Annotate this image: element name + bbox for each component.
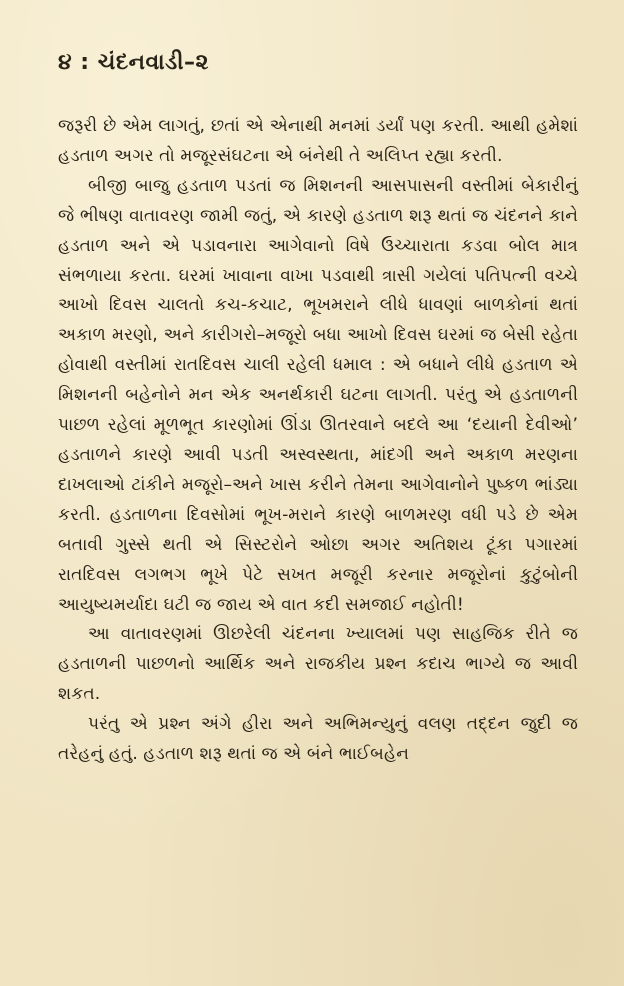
paragraph-4: પરંતુ એ પ્રશ્ન અંગે હીરા અને અભિમન્યુનું વલણ તદ્દન જુદી જ તરેહનું હતું. હડતાળ શરૂ થતાં જ એ બંને ભાઈબહેન xyxy=(58,714,578,765)
body-text xyxy=(58,112,578,770)
paragraph-1: જરૂરી છે એમ લાગતું, છતાં એ એનાથી મનમાં ડર્યાં પણ કરતી. આથી હમેશાં હડતાળ અગર તો મજૂરસંઘટના એ બંનેથી તે અલિપ્ત રહ્યા કરતી. xyxy=(58,116,578,166)
paragraph-3: આ વાતાવરણમાં ઊછરેલી ચંદનના ખ્યાલમાં પણ સાહજિક રીતે જ હડતાળની પાછળનો આર્થિક અને રાજકીય પ્રશ્ન કદાચ ભાગ્યે જ આવી શકત. xyxy=(58,624,578,705)
running-header: ૪ : ચંદનવાડી–૨ xyxy=(58,50,209,75)
paragraph-2: બીજી બાજુ હડતાળ પડતાં જ મિશનની આસપાસની વસ્તીમાં બેકારીનું જે ભીષણ વાતાવરણ જામી જતું, એ કારણે હડતાળ શરૂ થતાં જ ચંદનને કાને હડતાળ અને એ પડાવનારા આગેવાનો વિષે ઉચ્ચારાતા કડવા બોલ માત્ર સંભળાયા કરતા. ઘરમાં ખાવાના વાખા પડવાથી ત્રાસી ગયેલાં પતિપત્ની વચ્ચે આખો દિવસ ચાલતો કચ-કચાટ, ભૂખમરાને લીધે ધાવણાં બાળકોનાં થતાં અકાળ મરણો, અને કારીગરો–મજૂરો બધા આખો દિવસ ઘરમાં જ બેસી રહેતા હોવાથી વસ્તીમાં રાતદિવસ ચાલી રહેલી ધમાલ : એ બધાને લીધે હડતાળ એ મિશનની બહેનોને મન એક અનર્થકારી ઘટના લાગતી. પરંતુ એ હડતાળની પાછળ રહેલાં મૂળભૂત કારણોમાં ઊંડા ઊતરવાને બદલે આ ‘દયાની દેવીઓ’ હડતાળને કારણે આવી પડતી અસ્વસ્થતા, માંદગી અને અકાળ મરણના દાખલાઓ ટાંકીને મજૂરો–અને ખાસ કરીને તેમના આગેવાનોને પુષ્કળ ભાંડ્યા કરતી. હડતાળના દિવસોમાં ભૂખ-મરાને કારણે બાળમરણ વધી પડે છે એમ બતાવી ગુસ્સે થતી એ સિસ્ટરોને ઓછા અગર અતિશય ટૂંકા પગારમાં રાતદિવસ લગભગ ભૂખે પેટે સખત મજૂરી કરનાર મજૂરોનાં કુટુંબોની આયુષ્યમર્યાદા ઘટી જ જાય એ વાત કદી સમજાઈ નહોતી! xyxy=(58,175,579,615)
